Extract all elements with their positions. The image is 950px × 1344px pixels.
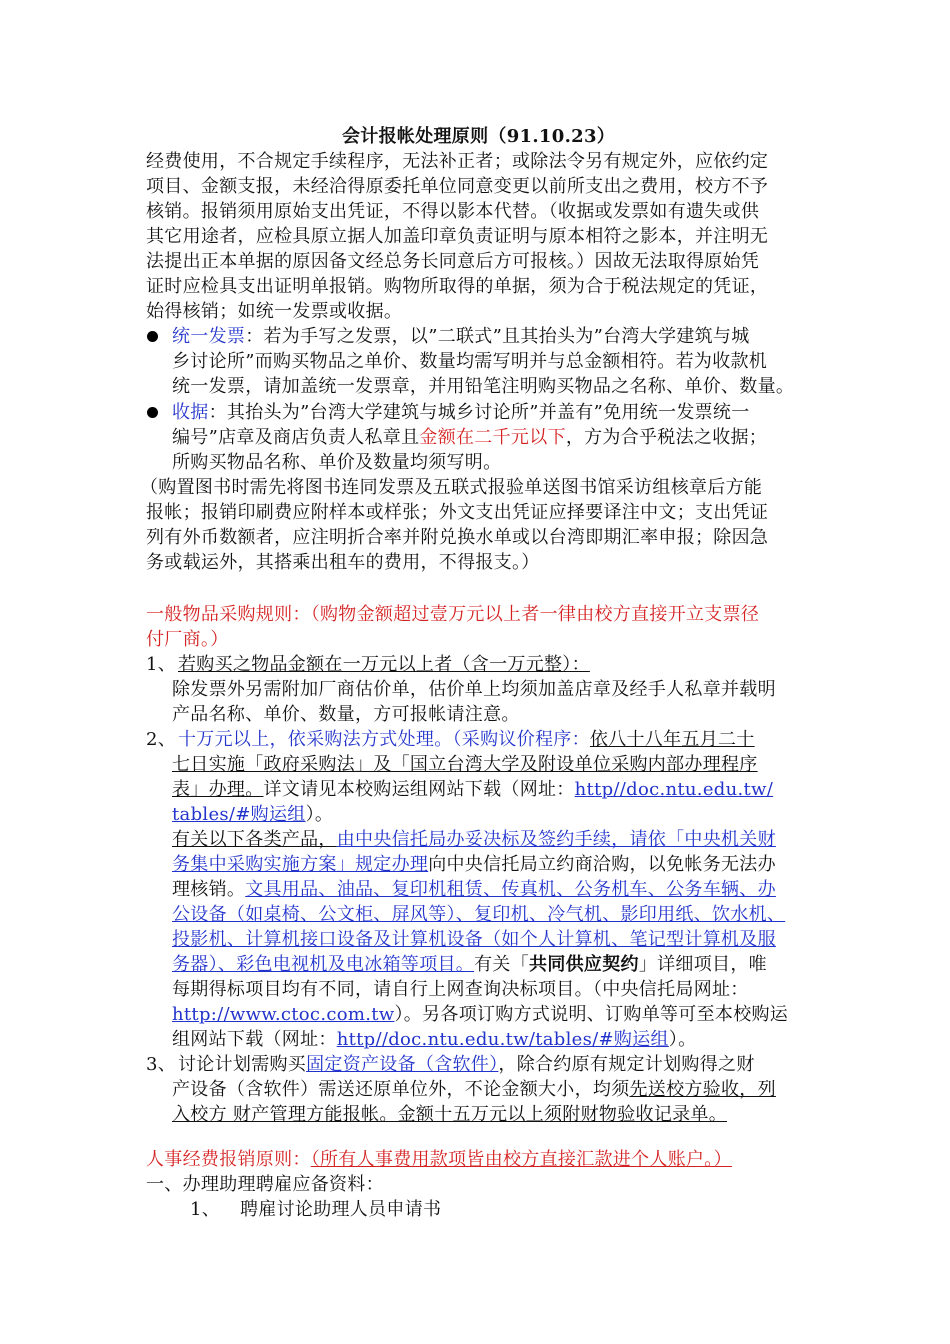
item-text: 务器）、彩色电视机及电冰箱等项目。: [172, 954, 475, 975]
invoice-label: 统一发票: [172, 326, 246, 347]
section-heading: 一般物品采购规则：（购物金额超过壹万元以上者一律由校方直接开立支票径: [146, 604, 760, 625]
bullet-text: ，方为合乎税法之收据；: [565, 427, 768, 448]
item-line: [178, 1052, 755, 1077]
item-text: 产设备（含软件）需送还原单位外，不论金额大小，均须: [172, 1079, 630, 1100]
item-text: ）。: [668, 1029, 697, 1050]
item-line: 投影机、计算机接口设备及计算机设备（如个人计算机、笔记型计算机及服: [172, 929, 776, 950]
receipt-label: 收据: [172, 402, 209, 423]
bullet-line: [172, 400, 750, 425]
intro-line: 经费使用，不合规定手续程序，无法补正者；或除法令另有规定外，应依约定: [146, 151, 769, 172]
item-text: ）。另各项订购方式说明、订购单等可至本校购运: [394, 1004, 789, 1025]
item-text: 共同供应契约: [529, 954, 639, 975]
item-text: 组网站下载（网址：: [172, 1029, 337, 1050]
item-text: 文具用品、油品、复印机租赁、传真机、公务机车、公务车辆、办: [245, 879, 776, 900]
section-heading: [146, 1147, 732, 1172]
item-text: ，除合约原有规定计划购得之财: [498, 1054, 755, 1075]
item-text: 有关「: [474, 954, 530, 975]
item-line: [172, 877, 776, 902]
doc-link[interactable]: tables/#购运组: [172, 804, 306, 825]
item-line: [172, 777, 773, 802]
page-title: 会计报帐处理原则（91.10.23）: [342, 126, 616, 147]
bullet-dot-icon: [147, 407, 158, 418]
intro-line: 其它用途者，应检具原立据人加盖印章负责证明与原本相符之影本，并注明无: [146, 226, 769, 247]
doc-link[interactable]: http//doc.ntu.edu.tw/tables/#购运组: [336, 1029, 669, 1050]
item-text: 十万元以上，依采购法方式处理。（采购议价程序：: [178, 729, 590, 750]
amount-limit: 金额在二千元以下: [419, 427, 566, 448]
bullet-line: 乡讨论所”而购买物品之单价、数量均需写明并与总金额相符。若为收款机: [172, 351, 768, 372]
section-heading: 付厂商。）: [146, 629, 229, 650]
item-number: 3、: [146, 1054, 177, 1075]
note-line: （购置图书时需先将图书连同发票及五联式报验单送图书馆采访组核章后方能: [140, 477, 763, 498]
item-number: 1、: [190, 1199, 221, 1220]
item-text: ）。: [305, 804, 334, 825]
heading-text: （所有人事费用款项皆由校方直接汇款进个人账户。）: [310, 1149, 732, 1170]
item-line: 每期得标项目均有不同，请自行上网查询决标项目。（中央信托局网址：: [172, 979, 749, 1000]
doc-link[interactable]: http//doc.ntu.edu.tw/: [574, 779, 774, 800]
item-line: [172, 1002, 788, 1027]
item-line: 入校方 财产管理方能报帐。金额十五万元以上须附财物验收记录单。: [172, 1104, 728, 1125]
item-line: [172, 827, 776, 852]
item-line: 除发票外另需附加厂商估价单，估价单上均须加盖店章及经手人私章并载明: [172, 679, 776, 700]
item-text: 表」办理。: [172, 779, 264, 800]
intro-line: 项目、金额支报，未经洽得原委托单位同意变更以前所支出之费用，校方不予: [146, 176, 769, 197]
item-text: 依八十八年五月二十: [589, 729, 755, 750]
bullet-line: [172, 425, 767, 450]
item-heading: 若购买之物品金额在一万元以上者（含一万元整）：: [178, 654, 590, 675]
item-line: [172, 1077, 776, 1102]
intro-line: 证时应检具支出证明单报销。购物所取得的单据，须为合于税法规定的凭证，: [146, 276, 769, 297]
bullet-dot-icon: [147, 331, 158, 342]
item-line: [172, 952, 767, 977]
item-text: 」详细项目，唯: [638, 954, 767, 975]
subsection-heading: 一、办理助理聘雇应备资料：: [146, 1174, 384, 1195]
heading-text: 人事经费报销原则：: [146, 1149, 311, 1170]
item-number: 1、: [146, 654, 177, 675]
item-line: [172, 1027, 696, 1052]
item-text: 详文请见本校购运组网站下载（网址：: [263, 779, 575, 800]
item-number: 2、: [146, 729, 177, 750]
intro-line: 法提出正本单据的原因备文经总务长同意后方可报核。）因故无法取得原始凭: [146, 251, 760, 272]
note-line: 报帐；报销印刷费应附样本或样张；外文支出凭证应择要译注中文；支出凭证: [146, 502, 769, 523]
item-line: [172, 852, 776, 877]
item-line: [178, 727, 755, 752]
bullet-line: 统一发票，请加盖统一发票章，并用铅笔注明购买物品之名称、单价、数量。: [172, 376, 795, 397]
bullet-text: ：若为手写之发票，以”二联式”且其抬头为”台湾大学建筑与城: [245, 326, 750, 347]
item-text: 讨论计划需购买: [178, 1054, 307, 1075]
bullet-text: ：其抬头为”台湾大学建筑与城乡讨论所”并盖有”免用统一发票统一: [208, 402, 750, 423]
item-line: 七日实施「政府采购法」及「国立台湾大学及附设单位采购内部办理程序: [172, 754, 758, 775]
intro-line: 核销。报销须用原始支出凭证，不得以影本代替。（收据或发票如有遗失或供: [146, 201, 760, 222]
item-text: 有关以下各类产品，: [172, 829, 337, 850]
note-line: 务或载运外，其搭乘出租车的费用，不得报支。）: [146, 552, 540, 573]
bullet-line: [172, 324, 750, 349]
item-text: 务集中采购实施方案」规定办理: [172, 854, 429, 875]
item-text: 先送校方验收，列: [629, 1079, 776, 1100]
item-line: 聘雇讨论助理人员申请书: [240, 1199, 442, 1220]
item-line: 产品名称、单价、数量，方可报帐请注意。: [172, 704, 520, 725]
item-line: [172, 802, 333, 827]
note-line: 列有外币数额者，应注明折合率并附兑换水单或以台湾即期汇率申报；除因急: [146, 527, 769, 548]
intro-line: 始得核销；如统一发票或收据。: [146, 301, 403, 322]
ctoc-link[interactable]: http://www.ctoc.com.tw: [172, 1004, 395, 1025]
bullet-line: 所购买物品名称、单价及数量均须写明。: [172, 452, 502, 473]
item-text: 固定资产设备（含软件）: [306, 1054, 499, 1075]
item-line: 公设备（如桌椅、公文柜、屏风等）、复印机、冷气机、影印用纸、饮水机、: [172, 904, 786, 925]
bullet-text: 编号”店章及商店负责人私章且: [172, 427, 420, 448]
item-text: 向中央信托局立约商洽购，以免帐务无法办: [428, 854, 776, 875]
item-text: 由中央信托局办妥决标及签约手续，请依「中央机关财: [336, 829, 776, 850]
item-text: 理核销。: [172, 879, 246, 900]
